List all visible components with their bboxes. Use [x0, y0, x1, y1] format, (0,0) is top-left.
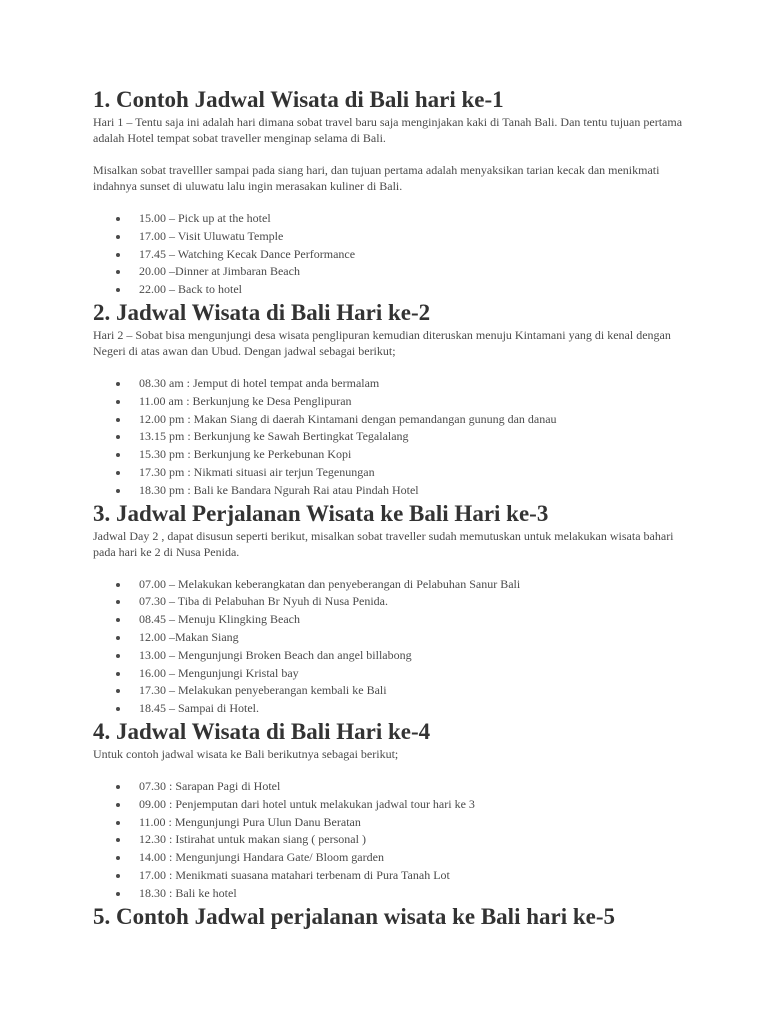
bullet-icon — [116, 600, 120, 604]
list-item — [93, 281, 693, 299]
list-item-text: 12.00 –Makan Siang — [139, 629, 239, 644]
list-item — [93, 700, 693, 718]
list-item — [93, 482, 693, 500]
section-1-paragraph-2: Misalkan sobat travelller sampai pada siang hari, dan tujuan pertama adalah menyaksikan tarian kecak dan menikmati indahnya sunset di uluwatu lalu ingin merasakan kuliner di Bali. — [93, 163, 660, 193]
bullet-icon — [116, 821, 120, 825]
list-item — [93, 393, 693, 411]
bullet-icon — [116, 253, 120, 257]
list-item-text: 13.00 – Mengunjungi Broken Beach dan angel billabong — [139, 647, 412, 662]
bullet-icon — [116, 400, 120, 404]
list-item-text: 11.00 : Mengunjungi Pura Ulun Danu Beratan — [139, 814, 361, 829]
list-item-text: 09.00 : Penjemputan dari hotel untuk melakukan jadwal tour hari ke 3 — [139, 796, 475, 811]
list-item-text: 17.30 pm : Nikmati situasi air terjun Tegenungan — [139, 464, 375, 479]
list-item — [93, 682, 693, 700]
list-item — [93, 375, 693, 393]
list-item — [93, 867, 693, 885]
list-item-text: 08.45 – Menuju Klingking Beach — [139, 612, 300, 627]
list-item-text: 07.30 : Sarapan Pagi di Hotel — [139, 778, 281, 793]
list-item — [93, 778, 693, 796]
list-item-text: 13.15 pm : Berkunjung ke Sawah Bertingkat Tegalalang — [139, 429, 409, 444]
list-item-text: 18.30 : Bali ke hotel — [139, 885, 237, 900]
bullet-icon — [116, 636, 120, 640]
section-3-intro: Jadwal Day 2 , dapat disusun seperti berikut, misalkan sobat traveller sudah memutuskan untuk melakukan wisata bahari pada hari ke 2 di Nusa Penida. — [93, 528, 674, 559]
bullet-icon — [116, 672, 120, 676]
list-item-text: 07.30 – Tiba di Pelabuhan Br Nyuh di Nusa Penida. — [139, 594, 388, 609]
section-3-schedule-list — [93, 576, 693, 718]
list-item-text: 12.00 pm : Makan Siang di daerah Kintamani dengan pemandangan gunung dan danau — [139, 411, 557, 426]
section-1-intro: Hari 1 – Tentu saja ini adalah hari dimana sobat travel baru saja menginjakan kaki di Tanah Bali. Dan tentu tujuan pertama adalah Hotel tempat sobat traveller menginap selama di Bali. — [93, 115, 683, 145]
document-page — [93, 86, 693, 931]
list-item — [93, 814, 693, 832]
list-item — [93, 464, 693, 482]
list-item — [93, 796, 693, 814]
list-item-text: 16.00 – Mengunjungi Kristal bay — [139, 665, 299, 680]
list-item — [93, 246, 693, 264]
list-item-text: 11.00 am : Berkunjung ke Desa Penglipuran — [139, 393, 352, 408]
bullet-icon — [116, 803, 120, 807]
list-item — [93, 611, 693, 629]
section-4-schedule-list — [93, 778, 693, 903]
bullet-icon — [116, 707, 120, 711]
bullet-icon — [116, 418, 120, 422]
bullet-icon — [116, 453, 120, 457]
bullet-icon — [116, 689, 120, 693]
list-item-text: 20.00 –Dinner at Jimbaran Beach — [139, 264, 300, 279]
bullet-icon — [116, 618, 120, 622]
list-item — [93, 593, 693, 611]
list-item-text: 07.00 – Melakukan keberangkatan dan penyeberangan di Pelabuhan Sanur Bali — [139, 576, 521, 591]
section-1-schedule-list — [93, 210, 693, 299]
bullet-icon — [116, 217, 120, 221]
bullet-icon — [116, 471, 120, 475]
list-item — [93, 576, 693, 594]
bullet-icon — [116, 874, 120, 878]
list-item-text: 15.00 – Pick up at the hotel — [139, 211, 271, 225]
list-item — [93, 428, 693, 446]
list-item — [93, 228, 693, 246]
list-item — [93, 665, 693, 683]
bullet-icon — [116, 489, 120, 493]
bullet-icon — [116, 838, 120, 842]
list-item-text: 18.45 – Sampai di Hotel. — [139, 701, 259, 716]
list-item — [93, 411, 693, 429]
bullet-icon — [116, 435, 120, 439]
list-item-text: 08.30 am : Jemput di hotel tempat anda bermalam — [139, 375, 380, 390]
list-item-text: 12.30 : Istirahat untuk makan siang ( personal ) — [139, 832, 366, 847]
bullet-icon — [116, 235, 120, 239]
list-item-text: 18.30 pm : Bali ke Bandara Ngurah Rai atau Pindah Hotel — [139, 482, 419, 497]
section-4-heading: 4. Jadwal Wisata di Bali Hari ke-4 — [93, 718, 431, 744]
section-2-heading: 2. Jadwal Wisata di Bali Hari ke-2 — [93, 299, 431, 325]
section-3-heading: 3. Jadwal Perjalanan Wisata ke Bali Hari ke-3 — [93, 500, 549, 526]
list-item — [93, 446, 693, 464]
bullet-icon — [116, 288, 120, 292]
bullet-icon — [116, 382, 120, 386]
list-item — [93, 849, 693, 867]
list-item — [93, 885, 693, 903]
bullet-icon — [116, 892, 120, 896]
section-4-intro: Untuk contoh jadwal wisata ke Bali berikutnya sebagai berikut; — [93, 746, 399, 761]
list-item — [93, 831, 693, 849]
list-item — [93, 210, 693, 228]
list-item-text: 15.30 pm : Berkunjung ke Perkebunan Kopi — [139, 447, 352, 462]
section-2-intro: Hari 2 – Sobat bisa mengunjungi desa wisata penglipuran kemudian diteruskan menuju Kintamani yang di kenal dengan Negeri di atas awan dan Ubud. Dengan jadwal sebagai berikut; — [93, 327, 671, 358]
section-5-heading: 5. Contoh Jadwal perjalanan wisata ke Bali hari ke-5 — [93, 903, 616, 929]
bullet-icon — [116, 856, 120, 860]
list-item-text: 17.00 : Menikmati suasana matahari terbenam di Pura Tanah Lot — [139, 867, 450, 882]
list-item — [93, 629, 693, 647]
list-item-text: 17.30 – Melakukan penyeberangan kembali ke Bali — [139, 683, 387, 698]
list-item-text: 14.00 : Mengunjungi Handara Gate/ Bloom garden — [139, 850, 384, 865]
section-1-heading: 1. Contoh Jadwal Wisata di Bali hari ke-1 — [93, 87, 504, 112]
list-item — [93, 647, 693, 665]
bullet-icon — [116, 583, 120, 587]
bullet-icon — [116, 270, 120, 274]
list-item-text: 17.45 – Watching Kecak Dance Performance — [139, 246, 356, 261]
section-2-schedule-list — [93, 375, 693, 500]
list-item-text: 17.00 – Visit Uluwatu Temple — [139, 228, 284, 243]
bullet-icon — [116, 654, 120, 658]
list-item-text: 22.00 – Back to hotel — [139, 282, 242, 297]
bullet-icon — [116, 785, 120, 789]
list-item — [93, 263, 693, 281]
